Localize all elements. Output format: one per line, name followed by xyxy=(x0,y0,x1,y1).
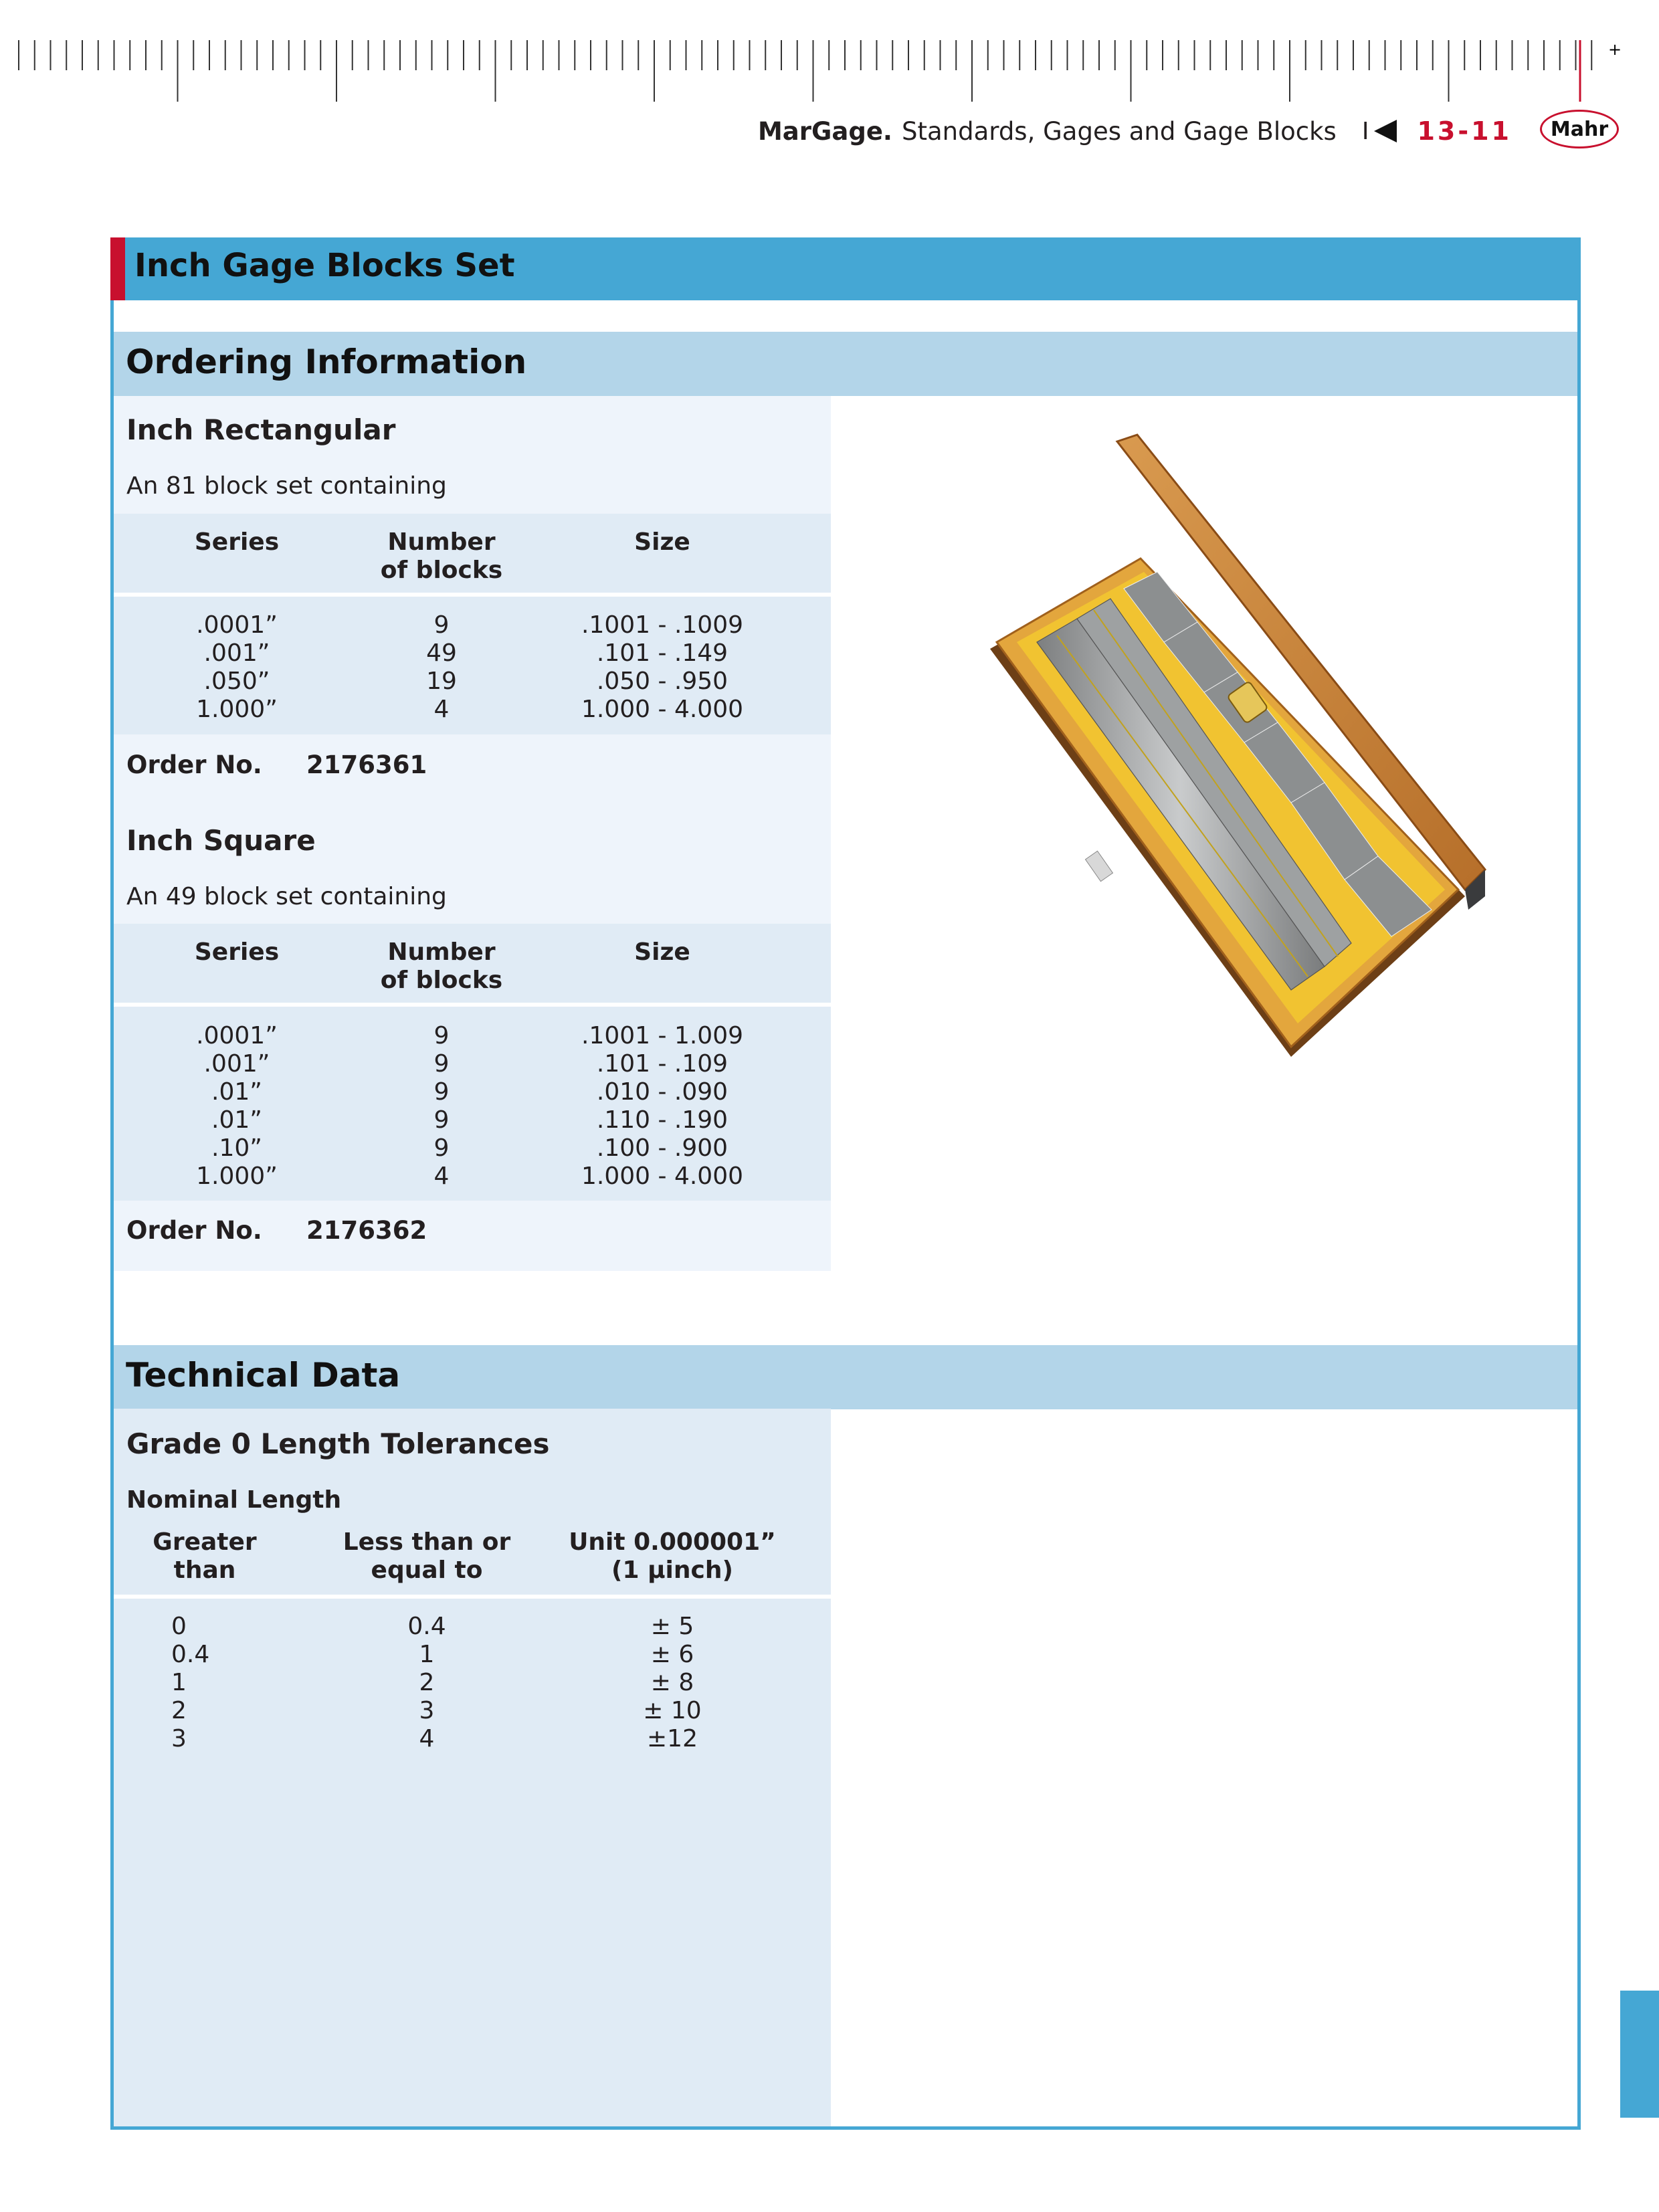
rect-series-values xyxy=(170,611,304,724)
header-separator: I xyxy=(1361,117,1369,145)
title-accent xyxy=(110,237,125,300)
table-cell: 0.4 xyxy=(407,1613,446,1640)
tol-greater-values xyxy=(171,1613,225,1753)
table-cell: ± 10 xyxy=(643,1697,702,1724)
table-cell: 49 xyxy=(426,639,457,667)
table-cell: ± 6 xyxy=(650,1641,694,1668)
tol-col-greater: Greater than xyxy=(153,1528,257,1584)
table-cell: 4 xyxy=(433,1163,450,1190)
table-cell: .001” xyxy=(203,1050,270,1078)
back-arrow-icon xyxy=(1374,120,1397,142)
ordering-heading: Ordering Information xyxy=(126,342,527,381)
tolerance-subheading: Grade 0 Length Tolerances xyxy=(126,1427,550,1460)
table-cell: 1.000” xyxy=(196,696,278,723)
table-cell: 1 xyxy=(419,1641,435,1668)
title-bar xyxy=(110,237,1581,300)
mahr-logo: Mahr xyxy=(1540,110,1619,148)
nominal-length-label: Nominal Length xyxy=(126,1486,342,1514)
technical-section-bar xyxy=(114,1345,1577,1409)
rect-order-number: 2176361 xyxy=(306,750,427,779)
table-cell: 9 xyxy=(433,1050,450,1078)
table-cell: .10” xyxy=(211,1134,262,1162)
table-cell: 2 xyxy=(419,1669,435,1696)
rect-col-series: Series xyxy=(194,528,280,556)
table-cell: 9 xyxy=(433,611,450,639)
sq-col-size: Size xyxy=(634,938,690,966)
tol-divider xyxy=(114,1595,831,1599)
table-cell: 0.4 xyxy=(171,1641,210,1668)
table-cell: ± 8 xyxy=(650,1669,694,1696)
page-header xyxy=(758,111,1512,151)
tol-unit-values xyxy=(605,1613,739,1753)
table-cell: .010 - .090 xyxy=(596,1078,728,1106)
table-cell: 4 xyxy=(433,696,450,723)
sq-size-values xyxy=(569,1022,756,1191)
tol-col-unit: Unit 0.000001” (1 µinch) xyxy=(569,1528,776,1584)
table-cell: .100 - .900 xyxy=(596,1134,728,1162)
table-cell: 1.000” xyxy=(196,1163,278,1190)
sq-order-number: 2176362 xyxy=(306,1216,427,1245)
table-cell: .001” xyxy=(203,639,270,667)
tol-less-values xyxy=(387,1613,467,1753)
table-cell: 1 xyxy=(171,1669,187,1696)
technical-heading: Technical Data xyxy=(126,1356,401,1395)
sq-order-label: Order No. xyxy=(126,1216,262,1245)
table-cell: 9 xyxy=(433,1022,450,1049)
brand-name: MarGage. xyxy=(757,116,892,146)
rect-size-values xyxy=(569,611,756,724)
crop-mark-icon: + xyxy=(1608,40,1622,59)
table-cell: .101 - .149 xyxy=(596,639,728,667)
sq-number-values xyxy=(361,1022,522,1191)
table-cell: 2 xyxy=(171,1697,187,1724)
rectangular-intro: An 81 block set containing xyxy=(126,472,447,500)
rect-col-number: Number of blocks xyxy=(380,528,503,584)
table-cell: 4 xyxy=(419,1725,435,1752)
table-cell: 1.000 - 4.000 xyxy=(581,696,743,723)
table-cell: 9 xyxy=(433,1106,450,1134)
ruler-scale xyxy=(0,27,1659,107)
sq-col-number: Number of blocks xyxy=(380,938,503,994)
rect-number-values xyxy=(361,611,522,724)
sq-series-values xyxy=(170,1022,304,1191)
table-cell: 9 xyxy=(433,1078,450,1106)
table-cell: .110 - .190 xyxy=(596,1106,728,1134)
chapter-tab xyxy=(1620,1991,1659,2118)
rect-col-size: Size xyxy=(634,528,690,556)
square-intro: An 49 block set containing xyxy=(126,883,447,910)
ordering-section-bar xyxy=(114,332,1577,396)
table-cell: .0001” xyxy=(196,1022,278,1049)
table-cell: 3 xyxy=(171,1725,187,1752)
table-cell: 19 xyxy=(426,668,457,695)
header-subtitle: Standards, Gages and Gage Blocks xyxy=(901,116,1337,146)
table-cell: .0001” xyxy=(196,611,278,639)
table-cell: .01” xyxy=(211,1078,262,1106)
tol-col-less: Less than or equal to xyxy=(343,1528,511,1584)
sq-col-series: Series xyxy=(194,938,280,966)
table-cell: ± 5 xyxy=(650,1613,694,1640)
table-cell: ±12 xyxy=(647,1725,698,1752)
page-number: 13-11 xyxy=(1417,116,1512,146)
rectangular-heading: Inch Rectangular xyxy=(126,413,396,446)
table-cell: 3 xyxy=(419,1697,435,1724)
table-cell: .050 - .950 xyxy=(596,668,728,695)
gage-block-case-image xyxy=(977,428,1498,1090)
page-title: Inch Gage Blocks Set xyxy=(134,247,515,284)
square-heading: Inch Square xyxy=(126,824,316,857)
table-cell: 0 xyxy=(171,1613,187,1640)
rect-order-label: Order No. xyxy=(126,750,262,779)
table-cell: 9 xyxy=(433,1134,450,1162)
table-cell: 1.000 - 4.000 xyxy=(581,1163,743,1190)
table-cell: .01” xyxy=(211,1106,262,1134)
table-cell: .101 - .109 xyxy=(596,1050,728,1078)
table-cell: .1001 - .1009 xyxy=(581,611,743,639)
table-cell: .1001 - 1.009 xyxy=(581,1022,743,1049)
table-cell: .050” xyxy=(203,668,270,695)
technical-panel xyxy=(114,1409,831,2126)
